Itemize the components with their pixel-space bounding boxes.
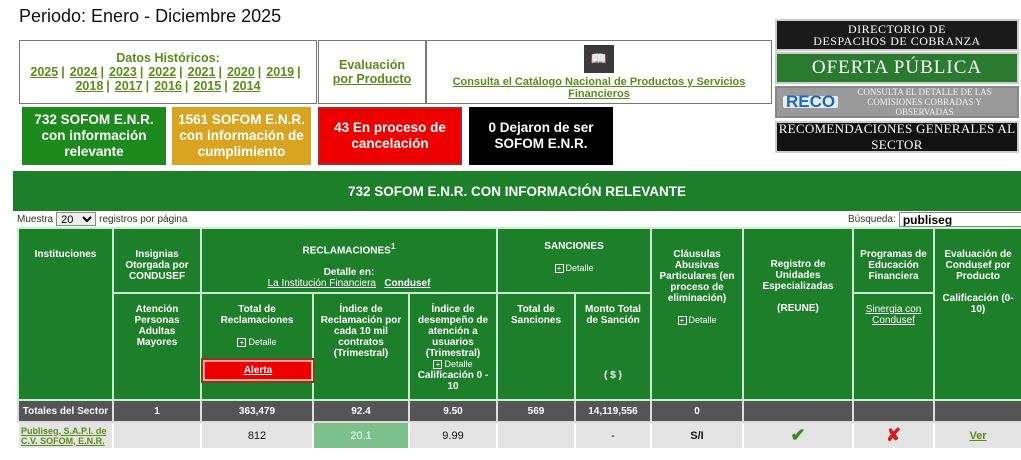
catalogo-box [426, 40, 772, 104]
sinergia-link[interactable]: Sinergia con Condusef [865, 304, 922, 326]
section-banner: 732 SOFOM E.N.R. CON INFORMACIÓN RELEVANTE [13, 171, 1021, 211]
sanciones-title: SANCIONES [544, 241, 604, 252]
total-reclamaciones-cell: 812 [201, 422, 313, 449]
year-link-2019[interactable]: 2019 [266, 65, 295, 79]
indice-desempeno-cell: 9.99 [409, 422, 497, 449]
header-atencion-mayores[interactable]: Atención Personas Adultas Mayores [113, 293, 201, 400]
insignias-cell [113, 422, 201, 449]
header-indice-reclamacion[interactable]: Índice de Reclamación por cada 10 mil contratos (Trimestral) [313, 293, 409, 400]
book-icon[interactable]: 📖 [584, 45, 614, 73]
year-link-2022[interactable]: 2022 [148, 65, 177, 79]
catalogo-link[interactable]: Consulta el Catálogo Nacional de Productos y Servicios Financieros [452, 76, 746, 100]
year-link-2023[interactable]: 2023 [109, 65, 137, 79]
alerta-link[interactable]: Alerta [243, 365, 273, 376]
reco-logo: RECO [783, 96, 838, 108]
programas-cell [853, 422, 934, 449]
institution-link[interactable]: Publiseg, S.A.P.I. de C.V. SOFOM, E.N.R. [21, 425, 107, 446]
header-evaluacion [934, 228, 1021, 400]
search-label: Búsqueda: [848, 214, 896, 225]
totals-total-reclamaciones: 363,479 [201, 400, 313, 422]
totals-insignias: 1 [113, 400, 201, 422]
reune-title: Registro de Unidades Especializadas [762, 259, 834, 292]
check-icon: ✔ [790, 425, 806, 445]
link-condusef[interactable]: Condusef [384, 278, 431, 290]
directorio-despachos-button[interactable] [775, 19, 1019, 51]
totals-label: Totales del Sector [18, 400, 113, 422]
totals-reune [743, 400, 853, 422]
search-control [848, 212, 1021, 227]
reco-button[interactable] [775, 86, 1019, 118]
stat-relevante-button[interactable]: 732 SOFOM E.N.R. con información relevante [22, 107, 166, 165]
totals-indice-reclamacion: 92.4 [313, 400, 409, 422]
totals-monto: 14,119,556 [575, 400, 651, 422]
directorio-line2: DESPACHOS DE COBRANZA [813, 34, 981, 48]
historical-years-row2: 2018 | 2017 | 2016 | 2015 | 2014 [75, 79, 261, 93]
totals-programas [853, 400, 934, 422]
indice-reclamacion-cell: 20.1 [313, 422, 409, 449]
header-reclamaciones [201, 228, 497, 293]
detalle-en-label: Detalle en: [323, 267, 375, 279]
totals-indice-desempeno: 9.50 [409, 400, 497, 422]
detalle-label: Detalle [565, 263, 594, 273]
table-row [18, 422, 1021, 449]
directorio-line1: DIRECTORIO DE [848, 22, 946, 36]
header-total-sanciones[interactable]: Total de Sanciones [497, 293, 575, 400]
desempeno-detalle-toggle[interactable] [433, 359, 472, 370]
clausulas-detalle-toggle[interactable] [678, 315, 717, 326]
year-link-2018[interactable]: 2018 [75, 79, 104, 93]
year-link-2014[interactable]: 2014 [232, 79, 261, 93]
historical-years-row1: 2025 | 2024 | 2023 | 2022 | 2021 | 2020 | 2019 | [30, 65, 301, 79]
total-reclamaciones-title: Total de Reclamaciones [220, 304, 294, 326]
header-total-reclamaciones [201, 293, 313, 400]
calificacion-0-10-label: Calificación 0 - 10 [417, 370, 489, 392]
clausulas-title: Cláusulas Abusivas Particulares (en proceso de eliminación) [659, 249, 735, 304]
plus-icon: + [433, 360, 442, 369]
oferta-publica-button[interactable]: OFERTA PÚBLICA [775, 52, 1019, 84]
header-instituciones[interactable]: Instituciones [18, 228, 113, 400]
year-link-2020[interactable]: 2020 [226, 65, 255, 79]
stat-cumplimiento-button[interactable]: 1561 SOFOM E.N.R. con información de cumplimiento [172, 107, 311, 165]
year-link-2025[interactable]: 2025 [30, 65, 59, 79]
header-insignias[interactable]: Insignias Otorgada por CONDUSEF [113, 228, 201, 293]
year-link-2021[interactable]: 2021 [187, 65, 216, 79]
reclamaciones-footnote: 1 [390, 241, 396, 251]
detalle-label: Detalle [444, 359, 473, 369]
alerta-badge [203, 360, 313, 381]
header-sanciones [497, 228, 651, 293]
detalle-label: Detalle [248, 337, 277, 347]
reclamaciones-detalle-toggle[interactable] [237, 337, 276, 348]
year-link-2017[interactable]: 2017 [114, 79, 143, 93]
indice-desempeno-title: Índice de desempeño de atención a usuarios (Trimestral) [417, 304, 489, 359]
reco-text [838, 87, 1011, 117]
year-link-2015[interactable]: 2015 [193, 79, 222, 93]
page-size-select[interactable] [56, 212, 96, 226]
historical-title: Datos Históricos: [116, 51, 220, 65]
reune-abbr: (REUNE) [777, 303, 819, 314]
stat-dejaron-button[interactable]: 0 Dejaron de ser SOFOM E.N.R. [469, 107, 613, 165]
plus-icon: + [555, 264, 564, 273]
sanciones-detalle-toggle[interactable] [555, 263, 594, 274]
totals-evaluacion [934, 400, 1021, 422]
header-clausulas [651, 228, 743, 400]
period-title: Periodo: Enero - Diciembre 2025 [19, 6, 282, 26]
reco-line2: COMISIONES COBRADAS Y OBSERVADAS [867, 97, 982, 117]
reco-line1: CONSULTA EL DETALLE DE LAS [857, 87, 992, 97]
monto-unit: ( $ ) [604, 370, 622, 381]
totals-clausulas: 0 [651, 400, 743, 422]
per-page-label: registros por página [99, 213, 188, 225]
institution-cell [18, 422, 113, 449]
header-programas[interactable]: Programas de Educación Financiera [853, 228, 934, 293]
total-sanciones-cell [497, 422, 575, 449]
evaluacion-producto-link[interactable]: por Producto [332, 72, 412, 86]
header-indice-desempeno [409, 293, 497, 400]
header-sinergia [853, 293, 934, 400]
header-monto-total [575, 293, 651, 400]
page-size-control [17, 212, 188, 226]
detalle-label: Detalle [688, 315, 717, 325]
ver-link[interactable]: Ver [969, 429, 987, 442]
reune-cell [743, 422, 853, 449]
year-link-2016[interactable]: 2016 [154, 79, 182, 93]
cross-icon: ✘ [885, 425, 902, 445]
evaluacion-label: Evaluación [339, 58, 405, 72]
plus-icon: + [237, 338, 246, 347]
year-link-2024[interactable]: 2024 [69, 65, 98, 79]
clausulas-cell: S/I [651, 422, 743, 449]
header-reune [743, 228, 853, 400]
plus-icon: + [678, 316, 687, 325]
evaluacion-producto-box [318, 40, 426, 104]
sofom-table [17, 227, 1021, 450]
totals-total-sanciones: 569 [497, 400, 575, 422]
link-institucion-financiera[interactable]: La Institución Financiera [267, 278, 376, 290]
reclamaciones-title: RECLAMACIONES [302, 245, 391, 257]
recomendaciones-button[interactable]: RECOMENDACIONES GENERALES AL SECTOR [775, 121, 1019, 153]
totals-row [18, 400, 1021, 422]
monto-total-title: Monto Total de Sanción [585, 304, 641, 326]
search-input[interactable] [899, 212, 1021, 227]
historical-data-box [19, 40, 317, 104]
evaluacion-cell [934, 422, 1021, 449]
show-label: Muestra [17, 213, 54, 225]
evaluacion-title: Evaluación de Condusef por Producto [944, 249, 1012, 282]
monto-cell: - [575, 422, 651, 449]
calificacion-label: Calificación (0-10) [942, 293, 1014, 315]
stat-cancelacion-button[interactable]: 43 En proceso de cancelación [318, 107, 462, 165]
